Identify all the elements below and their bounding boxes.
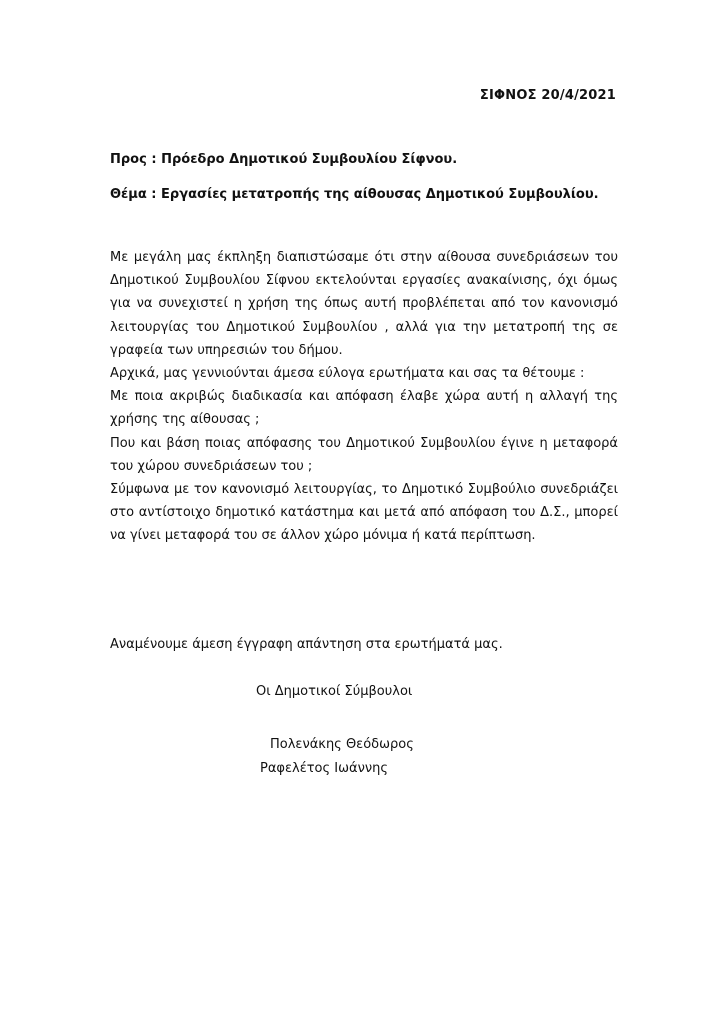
subject-line: Θέμα : Εργασίες μετατροπής της αίθουσας Δημοτικού Συμβουλίου. bbox=[110, 187, 599, 202]
closing-line: Αναμένουμε άμεση έγγραφη απάντηση στα ερωτήματά μας. bbox=[110, 637, 503, 652]
signer-name: Ραφελέτος Ιωάννης bbox=[260, 761, 388, 776]
recipient-line: Προς : Πρόεδρο Δημοτικού Συμβουλίου Σίφνου. bbox=[110, 152, 458, 167]
signers-title: Οι Δημοτικοί Σύμβουλοι bbox=[256, 684, 413, 699]
letter-body bbox=[110, 246, 618, 548]
body-paragraph: Με μεγάλη μας έκπληξη διαπιστώσαμε ότι στην αίθουσα συνεδριάσεων του Δημοτικού Συμβουλίου Σίφνου εκτελούνται εργασίες ανακαίνισης, όχι όμως για να συνεχιστεί η χρήση της όπως αυτή προβλέπεται από τον κανονισμό λειτουργίας του Δημοτικού Συμβουλίου , αλλά για την μετατροπή της σε γραφεία των υπηρεσιών του δήμου. bbox=[110, 250, 618, 358]
body-paragraph: Με ποια ακριβώς διαδικασία και απόφαση έλαβε χώρα αυτή η αλλαγή της χρήσης της αίθουσας ; bbox=[110, 389, 618, 428]
body-paragraph: Αρχικά, μας γεννιούνται άμεσα εύλογα ερωτήματα και σας τα θέτουμε : bbox=[110, 366, 585, 382]
letter-date: ΣΙΦΝΟΣ 20/4/2021 bbox=[479, 88, 616, 103]
signer-name: Πολενάκης Θεόδωρος bbox=[270, 737, 414, 752]
body-paragraph: Που και βάση ποιας απόφασης του Δημοτικού Συμβουλίου έγινε η μεταφορά του χώρου συνεδριάσεων του ; bbox=[110, 435, 618, 474]
body-paragraph: Σύμφωνα με τον κανονισμό λειτουργίας, το Δημοτικό Συμβούλιο συνεδριάζει στο αντίστοιχο δημοτικό κατάστημα και μετά από απόφαση του Δ.Σ., μπορεί να γίνει μεταφορά του σε άλλον χώρο μόνιμα ή κατά περίπτωση. bbox=[110, 482, 618, 544]
